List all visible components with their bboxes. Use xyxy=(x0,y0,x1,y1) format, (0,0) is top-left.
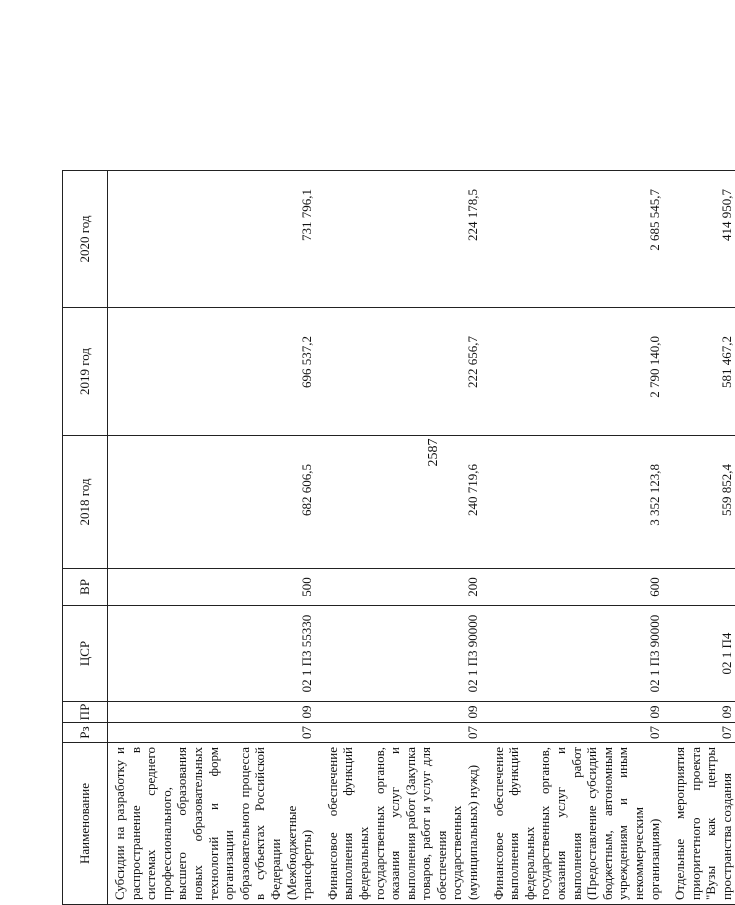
table-header-row xyxy=(63,171,108,905)
table-row xyxy=(481,171,663,905)
row-2020: 731 796,1 xyxy=(108,171,315,308)
row-2019: 581 467,2 xyxy=(662,308,734,436)
row-name: Финансовое обеспечение выполнения функций федеральных государственных органов, оказания услуг и выполнения работ (Предоставление субсидий бюджетным, автономным учреждениям и иным некоммерческим организациям) xyxy=(481,743,663,905)
row-2018: 559 852,4 xyxy=(662,436,734,569)
col-header-name: Наименование xyxy=(63,743,108,905)
row-vr: 500 xyxy=(108,569,315,606)
row-csr: 02 1 П3 90000 xyxy=(315,606,481,702)
row-csr: 02 1 П3 55330 xyxy=(108,606,315,702)
row-rz: 07 xyxy=(108,723,315,743)
row-rz: 07 xyxy=(315,723,481,743)
row-vr: 600 xyxy=(481,569,663,606)
row-2020: 414 950,7 xyxy=(662,171,734,308)
col-header-csr: ЦСР xyxy=(63,606,108,702)
row-pr: 09 xyxy=(108,702,315,723)
row-2019: 222 656,7 xyxy=(315,308,481,436)
row-vr: 200 xyxy=(315,569,481,606)
col-header-2020: 2020 год xyxy=(63,171,108,308)
row-pr: 09 xyxy=(481,702,663,723)
row-pr: 09 xyxy=(662,702,734,723)
col-header-pr: ПР xyxy=(63,702,108,723)
row-2018: 240 719,6 xyxy=(315,436,481,569)
row-rz: 07 xyxy=(481,723,663,743)
table-row xyxy=(108,171,315,905)
budget-table xyxy=(62,170,735,905)
row-2019: 696 537,2 xyxy=(108,308,315,436)
row-2018: 3 352 123,8 xyxy=(481,436,663,569)
table-row xyxy=(315,171,481,905)
row-pr: 09 xyxy=(315,702,481,723)
row-name: Финансовое обеспечение выполнения функций федеральных государственных органов, оказания услуг и выполнения работ (Закупка товаров, работ и услуг для обеспечения государственных (муниципальных) нужд) xyxy=(315,743,481,905)
row-2020: 224 178,5 xyxy=(315,171,481,308)
col-header-rz: Рз xyxy=(63,723,108,743)
col-header-2019: 2019 год xyxy=(63,308,108,436)
col-header-vr: ВР xyxy=(63,569,108,606)
row-csr: 02 1 П4 xyxy=(662,606,734,702)
row-name: Субсидии на разработку и распространение в системах среднего профессионального, высшего образования новых образовательных технологий и форм организации образовательного процесса в субъектах Российской Федерации (Межбюджетные трансферты) xyxy=(108,743,315,905)
col-header-2018: 2018 год xyxy=(63,436,108,569)
row-2020: 2 685 545,7 xyxy=(481,171,663,308)
row-2018: 682 606,5 xyxy=(108,436,315,569)
row-2019: 2 790 140,0 xyxy=(481,308,663,436)
row-name: Отдельные мероприятия приоритетного проекта "Вузы как центры пространства создания xyxy=(662,743,734,905)
page-number: 2587 xyxy=(426,438,441,467)
row-rz: 07 xyxy=(662,723,734,743)
row-csr: 02 1 П3 90000 xyxy=(481,606,663,702)
table-row xyxy=(662,171,734,905)
row-vr xyxy=(662,569,734,606)
